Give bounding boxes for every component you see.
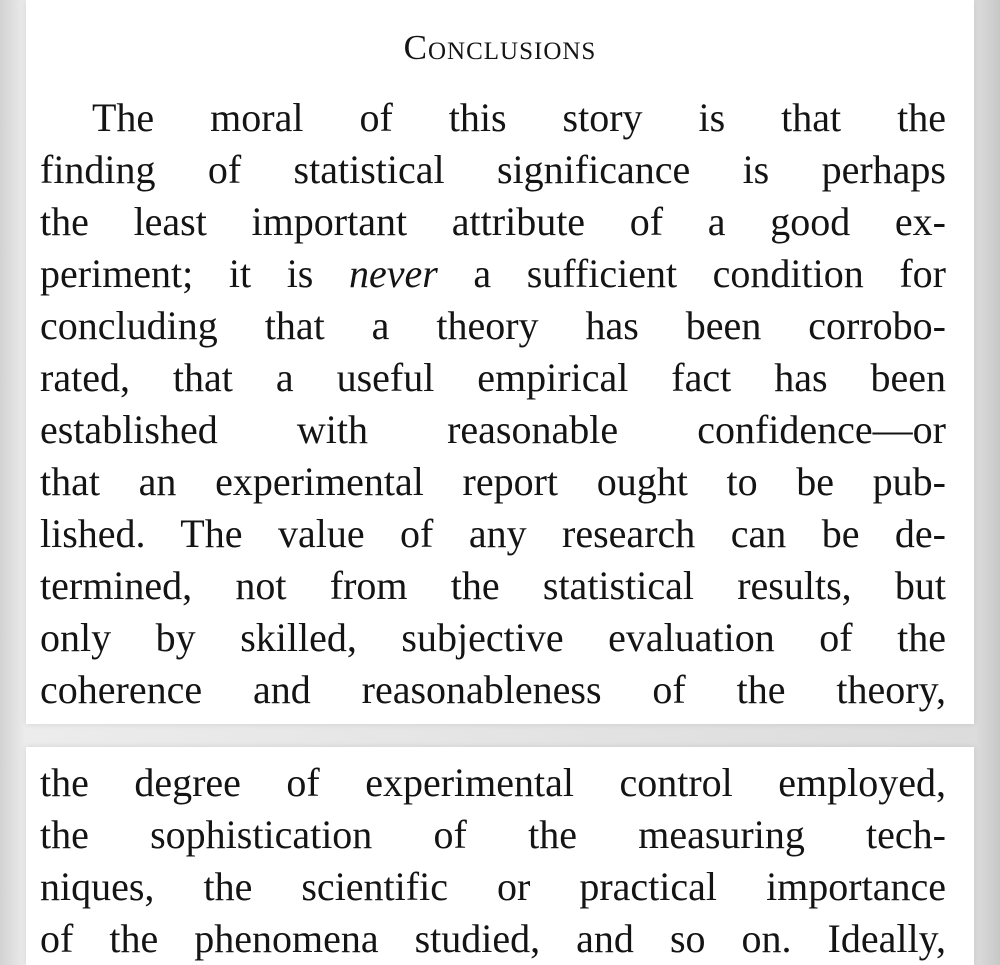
text-line: of the phenomena studied, and so on. Ideally, [40,916,946,961]
text-line: rated, that a useful empirical fact has been [40,355,946,400]
text-panel-top [26,0,974,724]
text-panel-bottom [26,747,974,965]
text-line: concluding that a theory has been corrobo- [40,303,946,348]
text-line: niques, the scientific or practical importance [40,864,946,909]
text-segment: periment; it is [40,251,349,296]
text-line: termined, not from the statistical results, but [40,563,946,608]
text-line: established with reasonable confidence—or [40,407,946,452]
text-line: lished. The value of any research can be de- [40,511,946,556]
text-line: the sophistication of the measuring tech- [40,812,946,857]
text-line: The moral of this story is that the [92,95,946,140]
text-line: finding of statistical significance is perhaps [40,147,946,192]
text-line: only by skilled, subjective evaluation of the [40,615,946,660]
text-segment: a sufficient condition for [437,251,946,296]
text-line: coherence and reasonableness of the theory, [40,667,946,712]
text-line [40,248,946,300]
emphasis-text: never [348,251,438,296]
text-line: the least important attribute of a good ex- [40,199,946,244]
text-line: the degree of experimental control employed, [40,760,946,805]
section-heading: Conclusions [403,28,597,67]
text-line: that an experimental report ought to be pub- [40,459,946,504]
